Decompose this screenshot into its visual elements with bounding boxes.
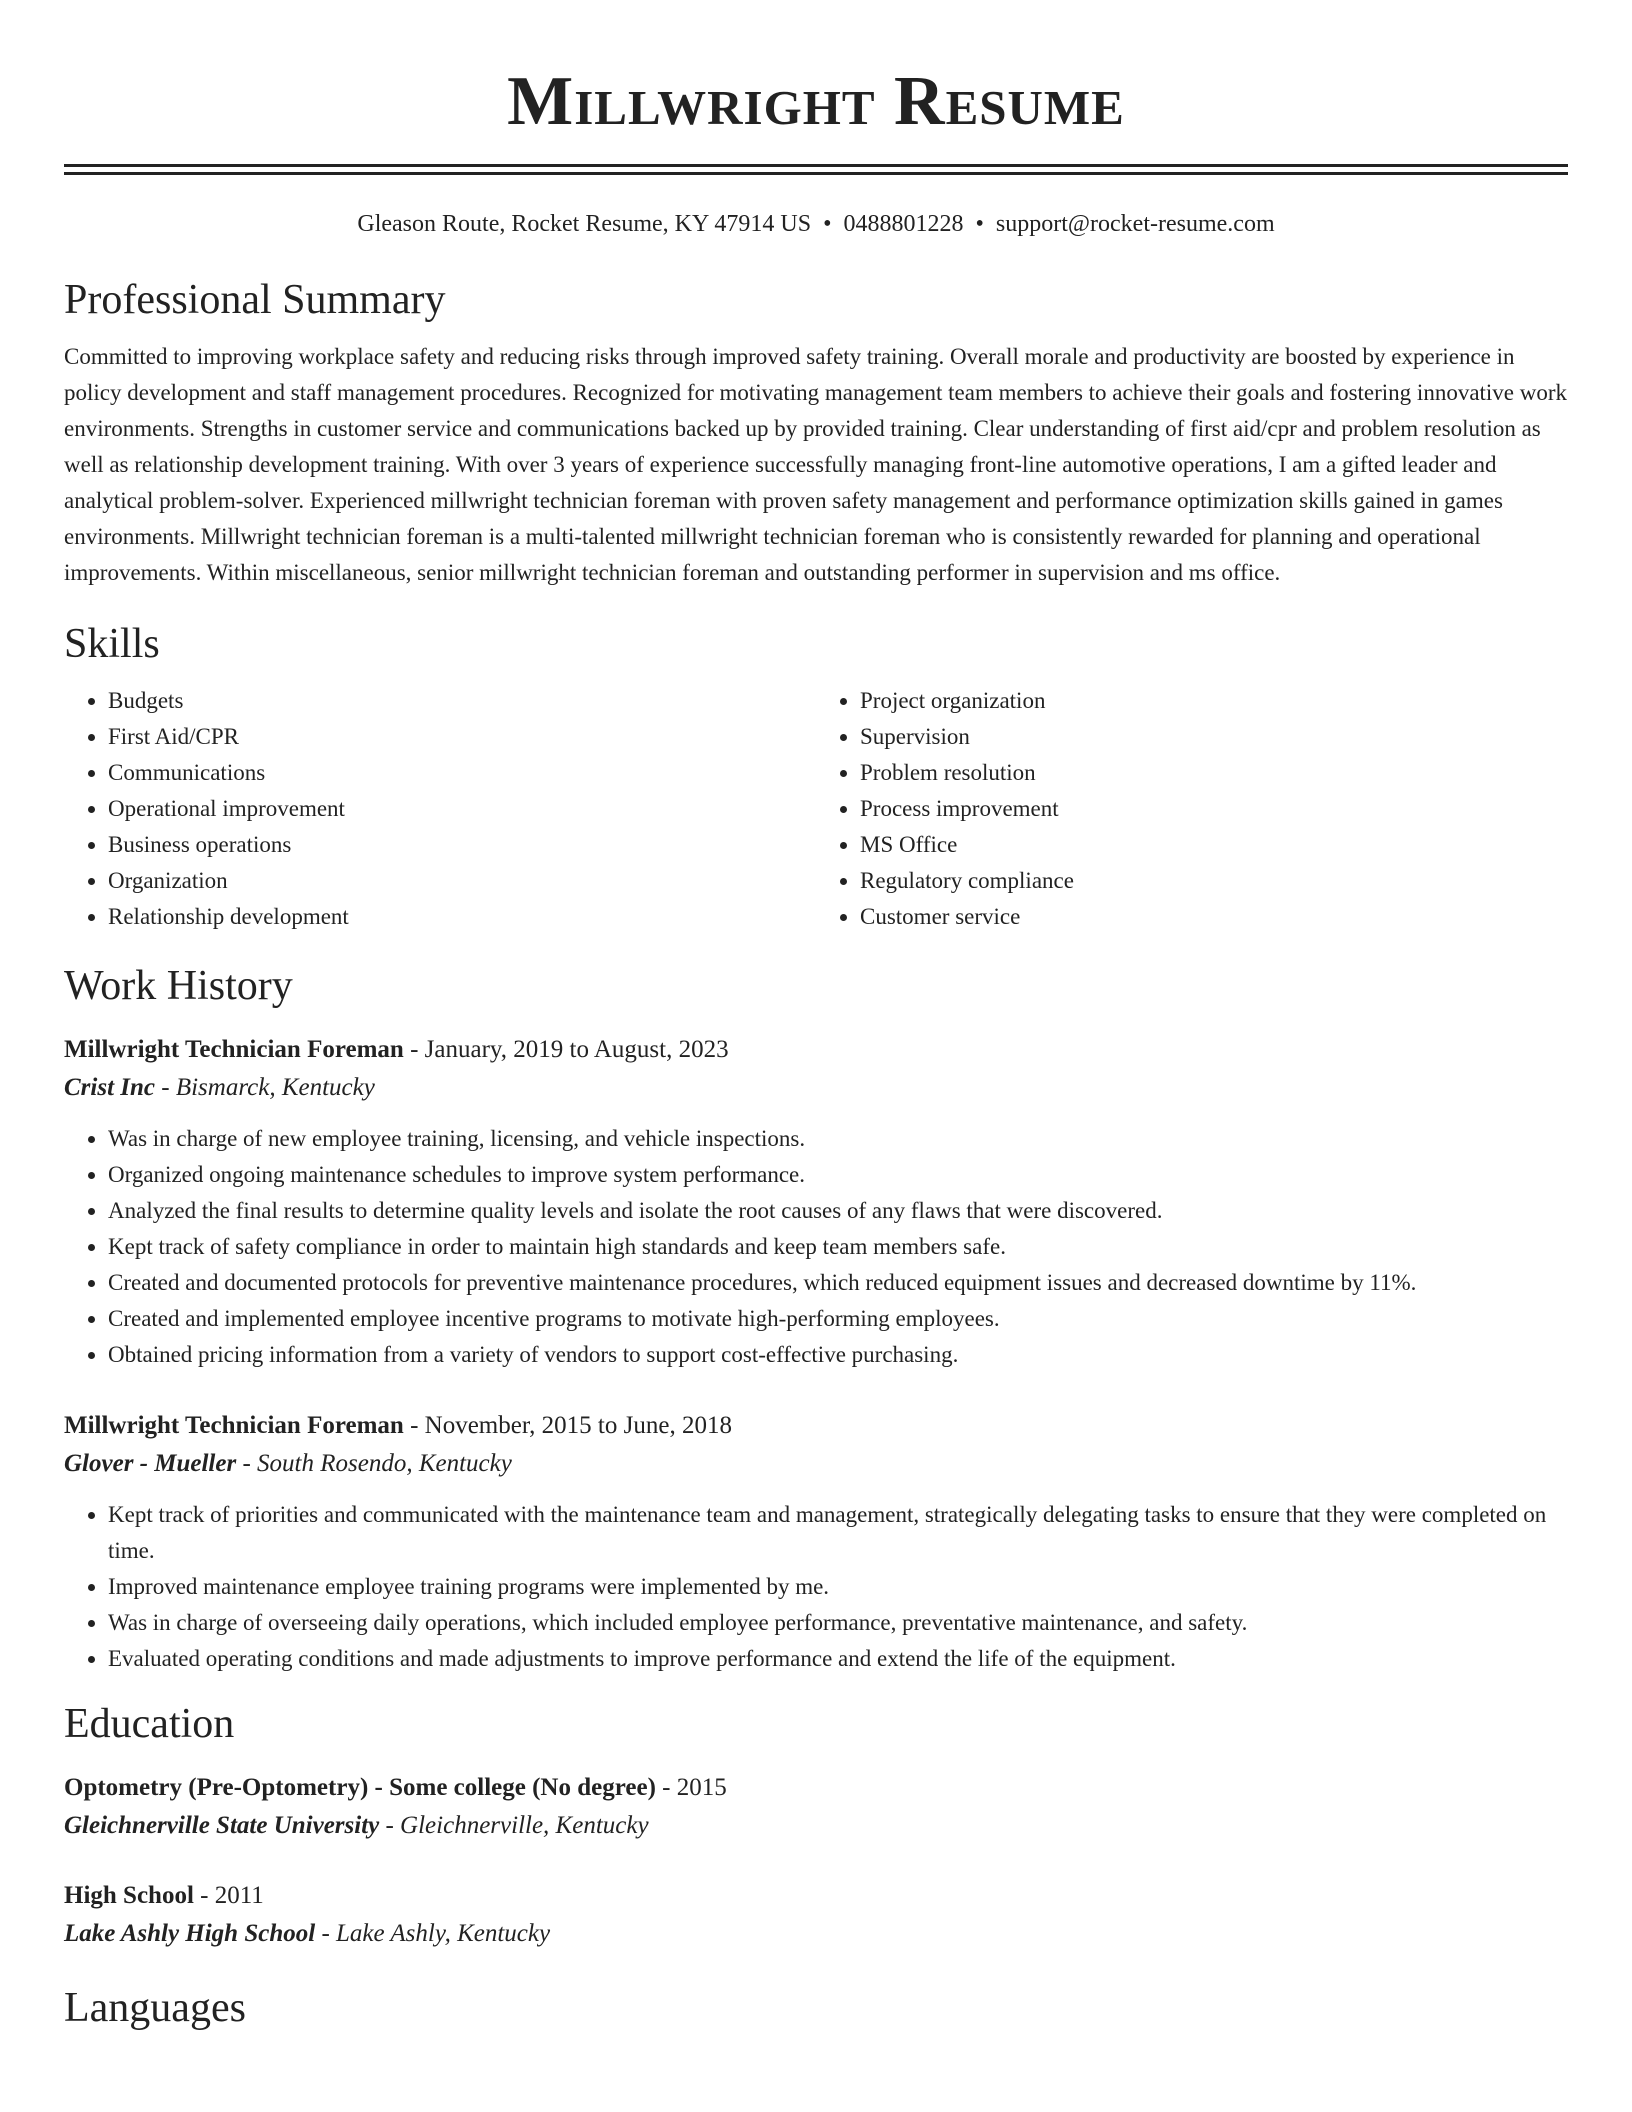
job-location: - Bismarck, Kentucky xyxy=(155,1074,375,1101)
contact-email: support@rocket-resume.com xyxy=(995,211,1275,237)
job-entry xyxy=(64,1407,1568,1677)
job-dates: - November, 2015 to June, 2018 xyxy=(403,1412,732,1439)
education-school: Lake Ashly High School xyxy=(64,1920,316,1947)
skill-item: • Process improvement xyxy=(860,791,1568,827)
education-degree-line xyxy=(64,1769,1568,1807)
education-school-line xyxy=(64,1807,1568,1845)
resume-page xyxy=(64,0,1568,2033)
job-bullets xyxy=(64,1497,1568,1677)
education-location: - Lake Ashly, Kentucky xyxy=(315,1920,551,1947)
job-bullet: • Created and documented protocols for preventive maintenance procedures, which reduced equipment issues and decreased downtime by 11%. xyxy=(108,1265,1568,1301)
job-title: Millwright Technician Foreman xyxy=(64,1412,404,1439)
skill-item: • Business operations xyxy=(108,827,816,863)
summary-text: Committed to improving workplace safety and reducing risks through improved safety training. Overall morale and productivity are boosted by experience in policy development and staff management procedures. Recognized for motivating management team members to achieve their goals and fostering innovative work environments. Strengths in customer service and communications backed up by provided training. Clear understanding of first aid/cpr and problem resolution as well as relationship development training. With over 3 years of experience successfully managing front-line automotive operations, I am a gifted leader and analytical problem-solver. Experienced millwright technician foreman with proven safety management and performance optimization skills gained in games environments. Millwright technician foreman is a multi-talented millwright technician foreman who is consistently rewarded for planning and operational improvements. Within miscellaneous, senior millwright technician foreman and outstanding performer in supervision and ms office. xyxy=(64,344,1568,585)
job-entry xyxy=(64,1031,1568,1373)
education-year: - 2011 xyxy=(193,1882,264,1909)
education-entry xyxy=(64,1769,1568,1845)
job-location: - South Rosendo, Kentucky xyxy=(236,1450,512,1477)
education-year: - 2015 xyxy=(655,1774,727,1801)
contact-separator: • xyxy=(975,211,984,237)
education-school: Gleichnerville State University xyxy=(64,1812,380,1839)
contact-separator: • xyxy=(823,211,832,237)
languages-heading: Languages xyxy=(64,1985,246,2031)
education-heading: Education xyxy=(64,1701,235,1747)
job-bullet: • Kept track of priorities and communicated with the maintenance team and management, strategically delegating tasks to ensure that they were completed on time. xyxy=(108,1497,1568,1569)
education-degree: Optometry (Pre-Optometry) - Some college (No degree) xyxy=(64,1774,656,1801)
job-company: Glover - Mueller xyxy=(64,1450,237,1477)
skill-item: • Regulatory compliance xyxy=(860,863,1568,899)
skills-column-right xyxy=(816,683,1568,935)
job-bullet: • Obtained pricing information from a variety of vendors to support cost-effective purchasing. xyxy=(108,1337,1568,1373)
job-bullet: • Created and implemented employee incentive programs to motivate high-performing employees. xyxy=(108,1301,1568,1337)
summary-heading: Professional Summary xyxy=(64,277,446,323)
job-bullet: • Was in charge of overseeing daily operations, which included employee performance, preventative maintenance, and safety. xyxy=(108,1605,1568,1641)
job-bullet: • Kept track of safety compliance in order to maintain high standards and keep team members safe. xyxy=(108,1229,1568,1265)
contact-phone: 0488801228 xyxy=(843,211,964,237)
contact-address: Gleason Route, Rocket Resume, KY 47914 US xyxy=(357,211,812,237)
skill-item: • Relationship development xyxy=(108,899,816,935)
job-bullet: • Was in charge of new employee training, licensing, and vehicle inspections. xyxy=(108,1121,1568,1157)
skills-column-left xyxy=(64,683,816,935)
job-bullet: • Evaluated operating conditions and made adjustments to improve performance and extend the life of the equipment. xyxy=(108,1641,1568,1677)
education-degree: High School xyxy=(64,1882,194,1909)
skill-item: • Problem resolution xyxy=(860,755,1568,791)
job-bullet: • Organized ongoing maintenance schedules to improve system performance. xyxy=(108,1157,1568,1193)
job-company: Crist Inc xyxy=(64,1074,156,1101)
skill-item: • Communications xyxy=(108,755,816,791)
work-history-heading: Work History xyxy=(64,963,293,1009)
skill-item: • Organization xyxy=(108,863,816,899)
job-company-line xyxy=(64,1069,1568,1107)
job-company-line xyxy=(64,1445,1568,1483)
job-title-line xyxy=(64,1407,1568,1445)
contact-line xyxy=(64,209,1568,239)
skill-item: • MS Office xyxy=(860,827,1568,863)
job-title: Millwright Technician Foreman xyxy=(64,1036,404,1063)
resume-title: Millwright Resume xyxy=(507,63,1125,140)
job-bullet: • Improved maintenance employee training programs were implemented by me. xyxy=(108,1569,1568,1605)
job-bullet: • Analyzed the final results to determine quality levels and isolate the root causes of any flaws that were discovered. xyxy=(108,1193,1568,1229)
skills-heading: Skills xyxy=(64,621,160,667)
title-rule-top xyxy=(64,164,1568,167)
job-title-line xyxy=(64,1031,1568,1069)
skill-item: • Operational improvement xyxy=(108,791,816,827)
skill-item: • Budgets xyxy=(108,683,816,719)
skill-item: • First Aid/CPR xyxy=(108,719,816,755)
skill-item: • Supervision xyxy=(860,719,1568,755)
title-rule-bottom xyxy=(64,172,1568,175)
skills-list xyxy=(64,683,1568,935)
job-dates: - January, 2019 to August, 2023 xyxy=(403,1036,729,1063)
education-location: - Gleichnerville, Kentucky xyxy=(379,1812,649,1839)
education-school-line xyxy=(64,1915,1568,1953)
education-entry xyxy=(64,1877,1568,1953)
education-degree-line xyxy=(64,1877,1568,1915)
skill-item: • Customer service xyxy=(860,899,1568,935)
job-bullets xyxy=(64,1121,1568,1373)
skill-item: • Project organization xyxy=(860,683,1568,719)
